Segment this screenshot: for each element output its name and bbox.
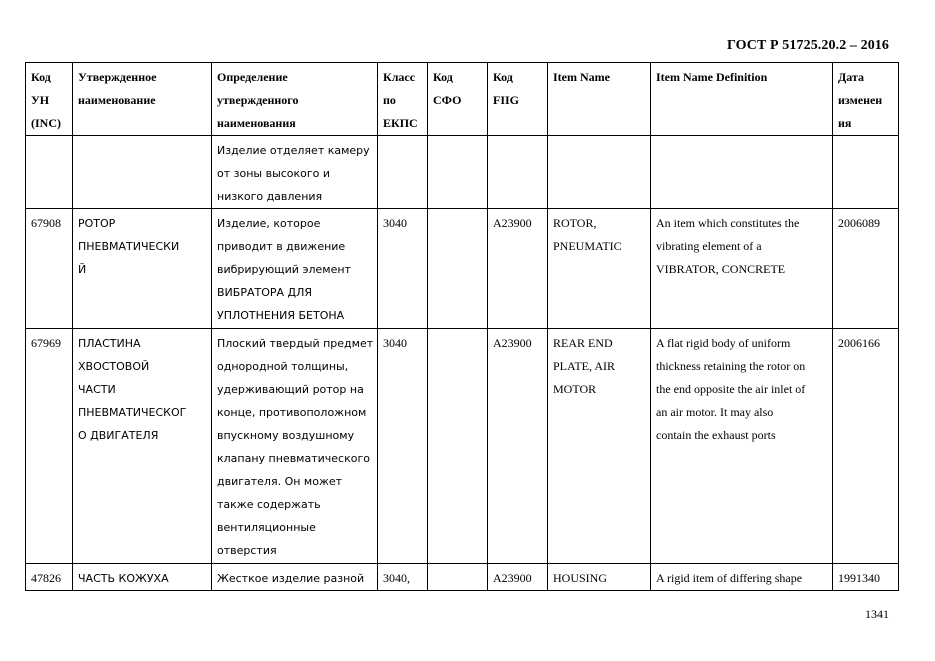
header-text: Item Name — [553, 70, 610, 84]
cell-text: вибрирующий элемент — [217, 263, 351, 276]
cell-text: также содержать — [217, 498, 321, 511]
cell-text: ЧАСТИ — [78, 383, 116, 396]
cell-text: О ДВИГАТЕЛЯ — [78, 429, 159, 442]
item-name-column-header — [548, 63, 651, 136]
change-date-column-header — [833, 63, 899, 136]
sfo-code-cell — [428, 209, 488, 329]
cell-text: A23900 — [493, 336, 532, 350]
item-name-cell — [548, 136, 651, 209]
cell-text: 67908 — [31, 216, 61, 230]
header-text: ЕКПС — [383, 116, 418, 130]
cell-text: однородной толщины, — [217, 360, 349, 373]
ekps-class-cell — [378, 329, 428, 564]
definition-column-header — [212, 63, 378, 136]
header-text: Определение — [217, 70, 288, 84]
cell-text: Изделие, которое — [217, 217, 321, 230]
header-text: СФО — [433, 93, 462, 107]
change-date-cell — [833, 209, 899, 329]
change-date-cell — [833, 136, 899, 209]
ekps-class-cell — [378, 209, 428, 329]
cell-text: PLATE, AIR — [553, 359, 616, 373]
cell-text: Изделие отделяет камеру — [217, 144, 370, 157]
table-row — [26, 209, 899, 329]
cell-text: низкого давления — [217, 190, 323, 203]
cell-text: ПНЕВМАТИЧЕСКОГ — [78, 406, 187, 419]
inc-cell — [26, 136, 73, 209]
definition-cell — [212, 564, 378, 591]
cell-text: ВИБРАТОРА ДЛЯ — [217, 286, 313, 299]
inc-cell — [26, 564, 73, 591]
cell-text: впускному воздушному — [217, 429, 355, 442]
header-text: FIIG — [493, 93, 520, 107]
cell-text: 2006089 — [838, 216, 880, 230]
cell-text: конце, противоположном — [217, 406, 367, 419]
cell-text: ПЛАСТИНА — [78, 337, 141, 350]
definition-cell — [212, 209, 378, 329]
header-text: наименование — [78, 93, 156, 107]
ekps-class-cell — [378, 136, 428, 209]
cell-text: REAR END — [553, 336, 613, 350]
sfo-code-cell — [428, 329, 488, 564]
ekps-class-cell — [378, 564, 428, 591]
item-name-definition-cell — [651, 564, 833, 591]
cell-text: MOTOR — [553, 382, 597, 396]
header-text: Код — [31, 70, 51, 84]
cell-text: вентиляционные — [217, 521, 316, 534]
cell-text: A23900 — [493, 571, 532, 585]
cell-text: 1991340 — [838, 571, 880, 585]
cell-text: ПНЕВМАТИЧЕСКИ — [78, 240, 180, 253]
page-number: 1341 — [865, 607, 889, 621]
cell-text: ЧАСТЬ КОЖУХА — [78, 572, 169, 585]
cell-text: Жесткое изделие разной — [217, 572, 365, 585]
header-text: Код — [433, 70, 453, 84]
inc-cell — [26, 329, 73, 564]
change-date-cell — [833, 564, 899, 591]
cell-text: отверстия — [217, 544, 277, 557]
cell-text: PNEUMATIC — [553, 239, 622, 253]
header-text: Item Name Definition — [656, 70, 768, 84]
item-name-cell — [548, 329, 651, 564]
cell-text: ХВОСТОВОЙ — [78, 360, 150, 373]
table-row — [26, 564, 899, 591]
sfo-code-cell — [428, 564, 488, 591]
fiig-code-cell — [488, 329, 548, 564]
cell-text: vibrating element of a — [656, 239, 762, 253]
cell-text: 3040, — [383, 571, 410, 585]
cell-text: УПЛОТНЕНИЯ БЕТОНА — [217, 309, 345, 322]
header-text: утвержденного — [217, 93, 299, 107]
header-text: Код — [493, 70, 513, 84]
fiig-code-cell — [488, 564, 548, 591]
header-text: Класс — [383, 70, 416, 84]
cell-text: 3040 — [383, 216, 407, 230]
cell-text: 3040 — [383, 336, 407, 350]
header-text: ия — [838, 116, 852, 130]
table-row — [26, 329, 899, 564]
cell-text: thickness retaining the rotor on — [656, 359, 806, 373]
header-text: наименования — [217, 116, 296, 130]
header-text: УН — [31, 93, 50, 107]
item-name-definition-cell — [651, 329, 833, 564]
cell-text: An item which constitutes the — [656, 216, 800, 230]
cell-text: an air motor. It may also — [656, 405, 774, 419]
cell-text: Й — [78, 263, 87, 276]
item-name-definition-column-header — [651, 63, 833, 136]
cell-text: A flat rigid body of uniform — [656, 336, 791, 350]
fiig-code-column-header — [488, 63, 548, 136]
cell-text: Плоский твердый предмет — [217, 337, 374, 350]
cell-text: 47826 — [31, 571, 61, 585]
header-text: Дата — [838, 70, 864, 84]
ekps-class-column-header — [378, 63, 428, 136]
sfo-code-cell — [428, 136, 488, 209]
approved-name-cell — [73, 329, 212, 564]
definition-cell — [212, 136, 378, 209]
cell-text: VIBRATOR, CONCRETE — [656, 262, 786, 276]
cell-text: клапану пневматического — [217, 452, 370, 465]
approved-name-column-header — [73, 63, 212, 136]
inc-cell — [26, 209, 73, 329]
inc-column-header — [26, 63, 73, 136]
cell-text: ROTOR, — [553, 216, 597, 230]
definition-cell — [212, 329, 378, 564]
cell-text: от зоны высокого и — [217, 167, 331, 180]
header-text: (INC) — [31, 116, 61, 130]
cell-text: contain the exhaust ports — [656, 428, 776, 442]
cell-text: A rigid item of differing shape — [656, 571, 803, 585]
table-row — [26, 136, 899, 209]
table-header-row — [26, 63, 899, 136]
header-text: Утвержденное — [78, 70, 157, 84]
cell-text: 67969 — [31, 336, 61, 350]
cell-text: the end opposite the air inlet of — [656, 382, 806, 396]
item-name-cell — [548, 209, 651, 329]
approved-name-cell — [73, 136, 212, 209]
header-text: изменен — [838, 93, 883, 107]
item-name-definition-cell — [651, 209, 833, 329]
fiig-code-cell — [488, 209, 548, 329]
change-date-cell — [833, 329, 899, 564]
header-text: по — [383, 93, 396, 107]
document-code: ГОСТ Р 51725.20.2 – 2016 — [726, 38, 889, 53]
cell-text: A23900 — [493, 216, 532, 230]
item-name-definition-cell — [651, 136, 833, 209]
cell-text: 2006166 — [838, 336, 880, 350]
cell-text: HOUSING — [553, 571, 607, 585]
sfo-code-column-header — [428, 63, 488, 136]
classification-table — [25, 62, 899, 591]
approved-name-cell — [73, 564, 212, 591]
cell-text: РОТОР — [78, 217, 116, 230]
fiig-code-cell — [488, 136, 548, 209]
cell-text: приводит в движение — [217, 240, 346, 253]
cell-text: удерживающий ротор на — [217, 383, 364, 396]
item-name-cell — [548, 564, 651, 591]
cell-text: двигателя. Он может — [217, 475, 343, 488]
approved-name-cell — [73, 209, 212, 329]
